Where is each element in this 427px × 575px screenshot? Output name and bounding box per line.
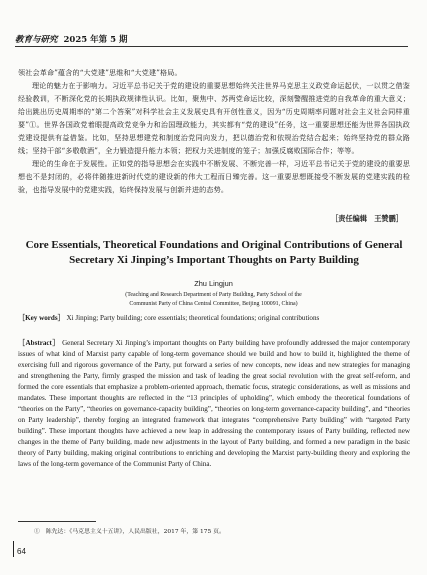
journal-issue: 2025 年第 5 期 <box>63 35 128 45</box>
author-affiliation <box>0 291 427 309</box>
running-header <box>15 32 408 47</box>
abstract-label: ［Abstract］ <box>18 339 60 347</box>
responsible-editor: ［责任编辑 王赞鹏］ <box>331 214 403 223</box>
author-name: Zhu Lingjun <box>194 279 233 288</box>
abstract-text: General Secretary Xi Jinping’s important thoughts on Party building have profoundly addressed the major contemporary issues of what kind of Marxist party capable of long-term governance should we build and how to build it, highlighted the theme of exercising full and rigorous governance of the Party, put forward a series of new concepts, new ideas and new strategies for managing and strengthening the Party, firmly grasped the mission and task of leading the great social revolution with the great self-reform, and formed the core essentials that emphasize a problem-oriented approach, thematic focus, strategic considerations, as well as missions and mandates. These important thoughts are reflected in the “13 principles of upholding”, which embody the theoretical foundations of “theories on the Party”, “theories on governance-capacity building”, “theories on long-term governance-capacity building”, and “theories on Party leadership”, thereby forging an integrated framework that integrates “comprehensive Party building” with “targeted Party building”. These important thoughts have achieved a new leap in addressing the contemporary issues of Party building, reflected new changes in the theme of Party building, made new adjustments in the layout of Party building, and formed a new paradigm in the basic theory of Party building, making original contributions to enriching and developing the Marxist party-building theory and exploring the laws of the long-term governance of the Communist Party of China. <box>18 339 410 468</box>
abstract-block <box>18 338 410 470</box>
body-paragraph: 理论的生命在于发展性。正如党的指导思想会在实践中不断发展、不断完善一样，习近平总书记关于党的建设的重要思想也不是封闭的，必将伴随推进新时代党的建设新的伟大工程而日臻完善。这一重要思想既接受不断发展的党建实践的检验，也指导发展中的党建实践，始终保持发展与创新并进的态势。 <box>18 159 410 194</box>
footnote-divider <box>18 521 96 522</box>
body-paragraph: 领社会革命”蕴含的“大党建”思维和“大党建”格局。 <box>18 68 182 77</box>
keywords-block <box>18 313 410 324</box>
chinese-body-text <box>18 66 410 196</box>
page-number: 64 <box>13 541 31 557</box>
affiliation-line: (Teaching and Research Department of Party Building, Party School of the <box>125 292 302 298</box>
keywords-label: ［Key words］ <box>18 314 65 322</box>
journal-name: 教育与研究 <box>15 35 58 45</box>
footnote: ① 陈先达：《马克思主义十五讲》，人民出版社，2017 年，第 175 页。 <box>34 529 225 535</box>
english-title: Core Essentials, Theoretical Foundations and Original Contributions of General Secretary Xi Jinping’s Important Thoughts on Party Building <box>25 239 403 266</box>
affiliation-line: Communist Party of China Central Committee, Beijing 100091, China) <box>129 301 298 307</box>
body-paragraph: 理论的魅力在于影响力。习近平总书记关于党的建设的重要思想始终关注世界马克思主义政党命运起伏，一以贯之借鉴经验教训，不断深化党的长期执政规律性认识。比如，聚焦中、苏两党命运比较，深刻警醒推进党的自我革命的重大意义；给出跳出历史周期率的“第二个答案”对科学社会主义发展史具有开创性意义，因为“历史周期率问题对社会主义社会同样重要”①。世界各国政党着眼提高政党竞争力和治国理政能力，其实都有“党的建设”任务，这一重要思想还能为世界各国执政党建设提供有益借鉴。比如，坚持思想建党和制度治党同向发力，把以德治党和依规治党结合起来；始终坚持党的群众路线；坚持干部“多敬敬酒”，全力锻造提升能力本领；把权力关进制度的笼子；加强反腐败国际合作；等等。 <box>18 81 410 155</box>
keywords-text: Xi Jinping; Party building; core essentials; theoretical foundations; original contributions <box>66 314 320 322</box>
